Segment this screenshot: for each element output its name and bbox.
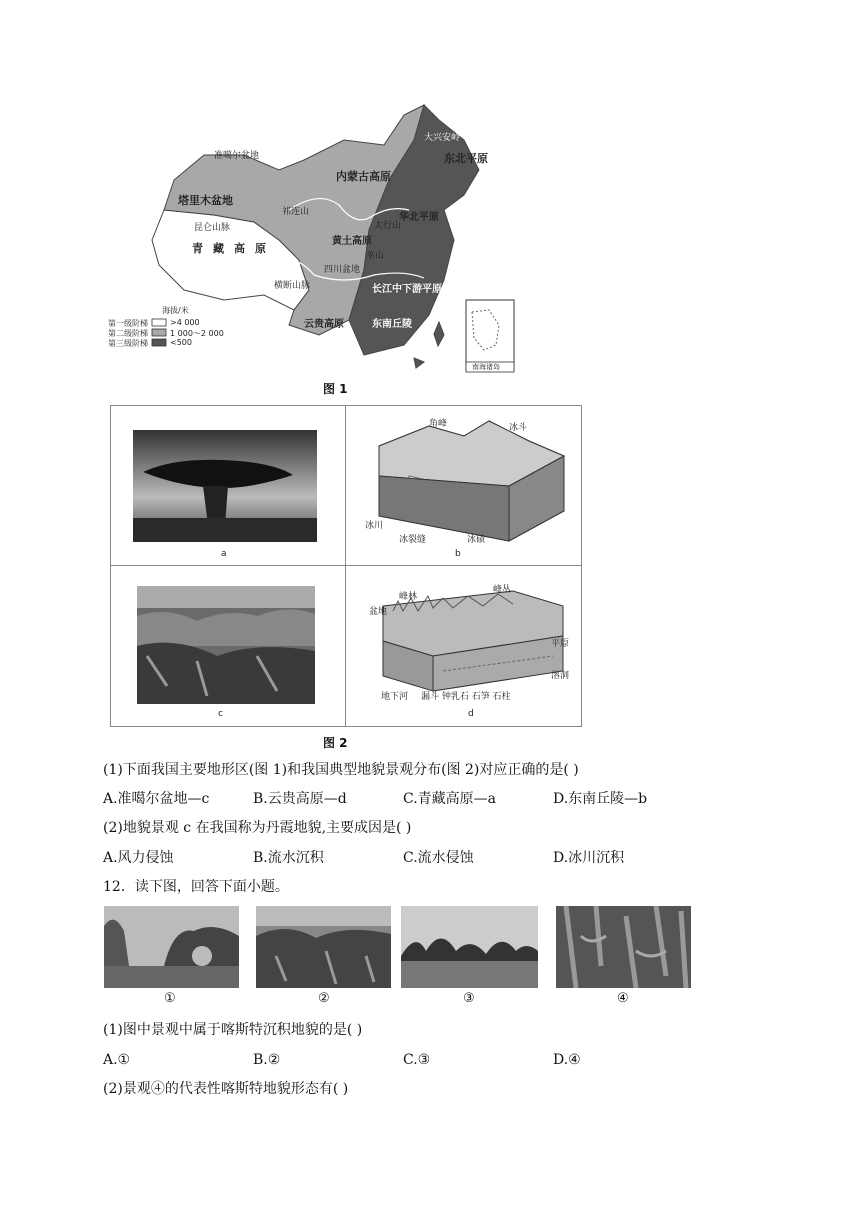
figure-2-grid [110,405,582,727]
legend-step-2: 第二级阶梯 [108,329,148,338]
label-taihang: 太行山 [374,221,402,231]
label-neimenggu: 内蒙古高原 [336,170,391,183]
label-cave: 溶洞 [551,671,570,681]
label-karst-features: 漏斗 钟乳石 石笋 石柱 [421,692,511,702]
label-cirque: 冰斗 [509,423,528,433]
q11-sub2-opt-b: B.流水沉积 [253,850,324,866]
q11-sub2-opt-a: A.风力侵蚀 [103,850,174,866]
label-dongnan: 东南丘陵 [372,319,412,330]
label-qilian: 祁连山 [282,207,310,217]
label-changjiang: 长江中下游平原 [372,284,442,295]
label-basin: 盆地 [369,607,388,617]
panel-d-diagram [373,586,569,696]
legend-title: 海拔/米 [162,306,189,315]
label-yungui: 云贵高原 [304,319,344,330]
panel-c-label: c [218,709,223,719]
label-hengduan: 横断山脉 [274,281,311,291]
panel-b-diagram [369,416,569,546]
q11-sub1: (1)下面我国主要地形区(图 1)和我国典型地貌景观分布(图 2)对应正确的是( ) [103,762,579,778]
label-wushan: 巫山 [366,251,385,261]
label-huabei: 华北平原 [399,212,439,223]
label-qingzang: 青藏高原 [192,242,276,255]
q12-photo-3 [401,906,538,988]
label-nanhai: 南海诸岛 [472,363,500,371]
panel-b-label: b [455,549,461,559]
label-daxinganling: 大兴安岭 [424,133,461,143]
q12-sub1-opt-d: D.④ [553,1052,581,1068]
q11-sub1-opt-d: D.东南丘陵—b [553,791,648,807]
label-glacier: 冰川 [365,521,384,531]
q12-sub1-opt-c: C.③ [403,1052,431,1068]
figure-1-caption: 图 1 [323,382,348,396]
label-dongbei: 东北平原 [444,152,488,165]
label-peakcluster: 峰丛 [493,585,512,595]
q12-sub1: (1)图中景观中属于喀斯特沉积地貌的是( ) [103,1022,363,1038]
label-peakforest: 峰林 [399,592,418,602]
figure-1-map [104,100,524,375]
q12-photo-2 [256,906,391,988]
panel-a-label: a [221,549,227,559]
q11-sub2-opt-c: C.流水侵蚀 [403,850,474,866]
q12-photo-4 [556,906,691,988]
label-kunlun: 昆仑山脉 [194,223,231,233]
figure-2-caption: 图 2 [323,736,348,750]
panel-d-label: d [468,709,474,719]
label-moraine: 冰碛 [467,535,486,545]
q12-photo-1 [104,906,239,988]
q12-photo-1-label: ① [164,991,176,1006]
label-plain: 平原 [551,639,570,649]
label-huangtu: 黄土高原 [332,236,372,247]
q12-photo-2-label: ② [318,991,330,1006]
q11-sub1-opt-c: C.青藏高原—a [403,791,497,807]
q12-photo-3-label: ③ [463,991,475,1006]
q12-sub1-opt-a: A.① [103,1052,131,1068]
panel-c-photo [137,586,315,704]
q11-sub1-opt-b: B.云贵高原—d [253,791,347,807]
q11-sub2: (2)地貌景观 c 在我国称为丹霞地貌,主要成因是( ) [103,820,412,836]
q11-sub2-opt-d: D.冰川沉积 [553,850,625,866]
legend-range-3: <500 [170,338,192,347]
legend-step-1: 第一级阶梯 [108,319,148,328]
china-terrain-map [104,100,524,375]
q12-sub1-opt-b: B.② [253,1052,281,1068]
label-horn: 角峰 [429,419,448,429]
q12-photo-4-label: ④ [617,991,629,1006]
q12-sub2: (2)景观④的代表性喀斯特地貌形态有( ) [103,1081,349,1097]
label-junggar: 准噶尔盆地 [214,151,260,161]
label-tarim: 塔里木盆地 [178,194,233,207]
panel-a-photo [133,430,317,542]
label-crevasse: 冰裂缝 [399,535,427,545]
q11-sub1-opt-a: A.准噶尔盆地—c [103,791,210,807]
legend-range-1: >4 000 [170,318,200,327]
q12-stem: 12．读下图，回答下面小题。 [103,879,289,895]
label-underground-river: 地下河 [381,692,409,702]
legend-step-3: 第三级阶梯 [108,339,148,348]
label-sichuan: 四川盆地 [324,265,361,275]
legend-range-2: 1 000～2 000 [170,329,224,338]
